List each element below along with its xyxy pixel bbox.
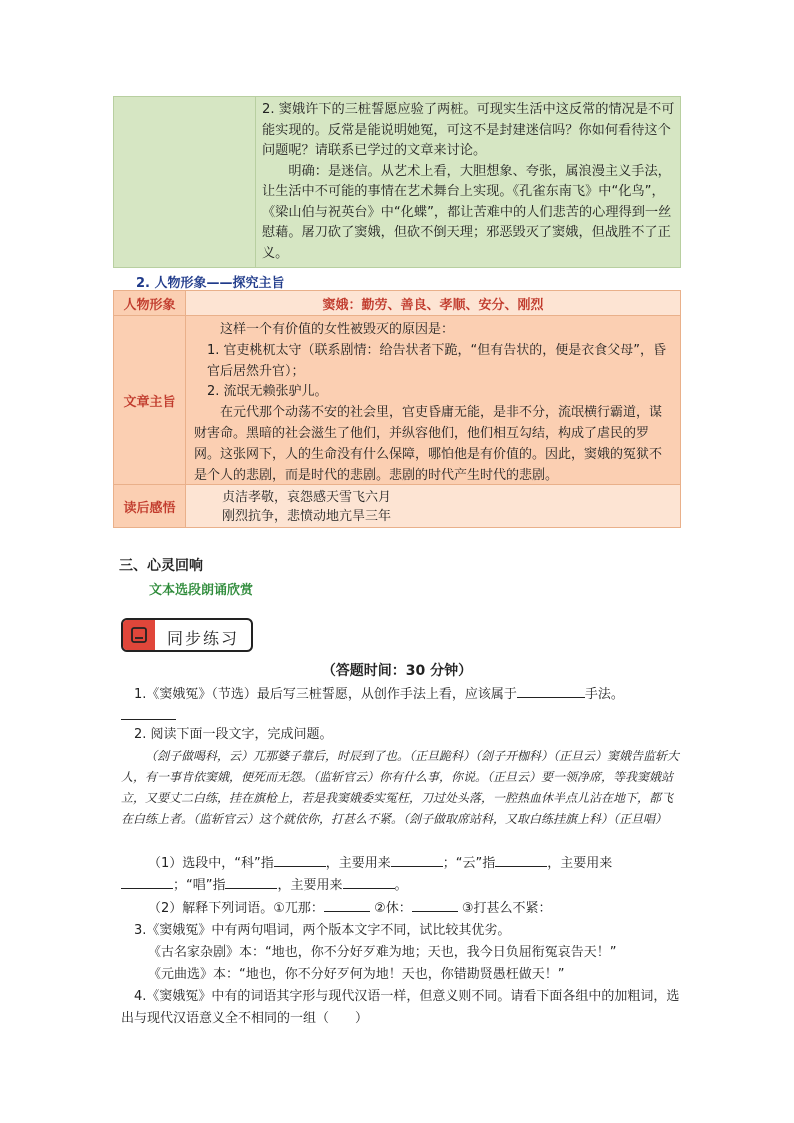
- discussion-question: 2. 窦娥许下的三桩誓愿应验了两桩。可现实生活中这反常的情况是不可能实现的。反常是能说明她冤，可这不是封建迷信吗？你如何看待这个问题呢？请联系已学过的文章来讨论。: [262, 102, 675, 158]
- discussion-answer: 明确：是迷信。从艺术上看，大胆想象、夸张，属浪漫主义手法，让生活中不可能的事情在艺术舞台上实现。《孔雀东南飞》中“化鸟”，《梁山伯与祝英台》中“化蝶”，都让苦难中的人们悲苦的心理得到一丝慰藉。屠刀砍了窦娥，但砍不倒天理；邪恶毁灭了窦娥，但战胜不了正义。: [262, 163, 672, 261]
- answer-blank[interactable]: [324, 897, 370, 912]
- question-4: 4.《窦娥冤》中有的词语其字形与现代汉语一样，但意义则不同。请看下面各组中的加粗词，选出与现代汉语意义全不相同的一组（ ）: [121, 989, 680, 1026]
- discussion-table-content: [262, 100, 676, 264]
- question-1: 1.《窦娥冤》（节选）最后写三桩誓愿，从创作手法上看，应该属于 手法。: [134, 683, 694, 706]
- row-label-theme: 文章主旨: [114, 316, 186, 484]
- table-row-reflection: [114, 485, 680, 527]
- row-label-character: 人物形象: [114, 291, 186, 315]
- practice-badge-label: 同步练习: [167, 629, 240, 648]
- answer-blank[interactable]: [391, 852, 443, 867]
- answer-time-note: （答题时间：30 分钟）: [321, 663, 473, 679]
- question-3-version-a: 《古名家杂剧》本：“地也，你不分好歹难为地；天也，我今日负屈衔冤哀告天！”: [148, 945, 617, 960]
- reflection-line: 刚烈抗争，悲愤动地亢旱三年: [222, 509, 392, 524]
- answer-blank[interactable]: [225, 874, 277, 889]
- question-2-1-cont: ；“唱”指 ，主要用来 。: [121, 874, 691, 897]
- answer-blank[interactable]: [343, 874, 395, 889]
- question-3: 3.《窦娥冤》中有两句唱词，两个版本文字不同，试比较其优劣。: [134, 923, 511, 938]
- row-label-reflection: 读后感悟: [114, 485, 186, 527]
- answer-blank[interactable]: [495, 852, 547, 867]
- answer-blank[interactable]: [121, 874, 173, 889]
- row-value-character: 窦娥：勤劳、善良、孝顺、安分、刚烈: [186, 291, 680, 315]
- discussion-table-left-cell: [114, 97, 256, 267]
- section-3-subtitle: 文本选段朗诵欣赏: [149, 583, 254, 598]
- practice-badge: [121, 618, 253, 652]
- discussion-table: [113, 96, 681, 268]
- question-2-1: （1）选段中，“科”指 ，主要用来 ；“云”指 ，主要用来: [148, 852, 693, 875]
- answer-blank[interactable]: [412, 897, 458, 912]
- row-value-reflection: [222, 488, 391, 526]
- theme-line: 在元代那个动荡不安的社会里，官吏昏庸无能，是非不分，流氓横行霸道，谋财害命。黑暗的社会滋生了他们，并纵容他们，他们相互勾结，构成了虐民的罗网。这张网下，人的生命没有什么保障，哪怕他是有价值的。因此，窦娥的冤狱不是个人的悲剧，而是时代的悲剧。悲剧的时代产生时代的悲剧。: [194, 405, 663, 483]
- theme-line: 1. 官吏桃杌太守（联系剧情：给告状者下跪，“但有告状的，便是衣食父母”，昏官后居然升官）；: [207, 342, 667, 379]
- answer-blank[interactable]: [274, 852, 326, 867]
- answer-blank[interactable]: [121, 719, 176, 720]
- table-row-character: [114, 291, 680, 316]
- table-row-theme: [114, 316, 680, 485]
- question-2: 2. 阅读下面一段文字，完成问题。: [134, 727, 333, 742]
- section-2-title: 2. 人物形象——探究主旨: [136, 276, 285, 291]
- question-2-2: （2）解释下列词语。①兀那： ②休： ③打甚么不紧：: [148, 897, 688, 920]
- question-3-version-b: 《元曲选》本：“地也，你不分好歹何为地！天也，你错勘贤愚枉做天！”: [148, 967, 565, 982]
- answer-blank[interactable]: [517, 683, 585, 698]
- theme-line: 这样一个有价值的女性被毁灭的原因是：: [220, 322, 455, 337]
- theme-line: 2. 流氓无赖张驴儿。: [207, 384, 328, 400]
- book-icon: [123, 620, 155, 650]
- row-value-theme: [194, 320, 668, 486]
- character-theme-table: [113, 290, 681, 528]
- reflection-line: 贞洁孝敬，哀怨感天雪飞六月: [222, 490, 392, 505]
- section-3-title: 三、心灵回响: [119, 558, 203, 574]
- play-excerpt: （刽子做喝科，云）兀那婆子靠后，时辰到了也。（正旦跪科）（刽子开枷科）（正旦云）窦娥告监斩大人，有一事肯依窦娥，便死而无怨。（监斩官云）你有什么事，你说。（正旦云）要一领净席，等我窦娥站立，又要丈二白练，挂在旗枪上，若是我窦娥委实冤枉，刀过处头落，一腔热血休半点儿沾在地下，都飞在白练上者。（监斩官云）这个就依你，打甚么不紧。（刽子做取席站科，又取白练挂旗上科）（正旦唱）: [121, 749, 680, 826]
